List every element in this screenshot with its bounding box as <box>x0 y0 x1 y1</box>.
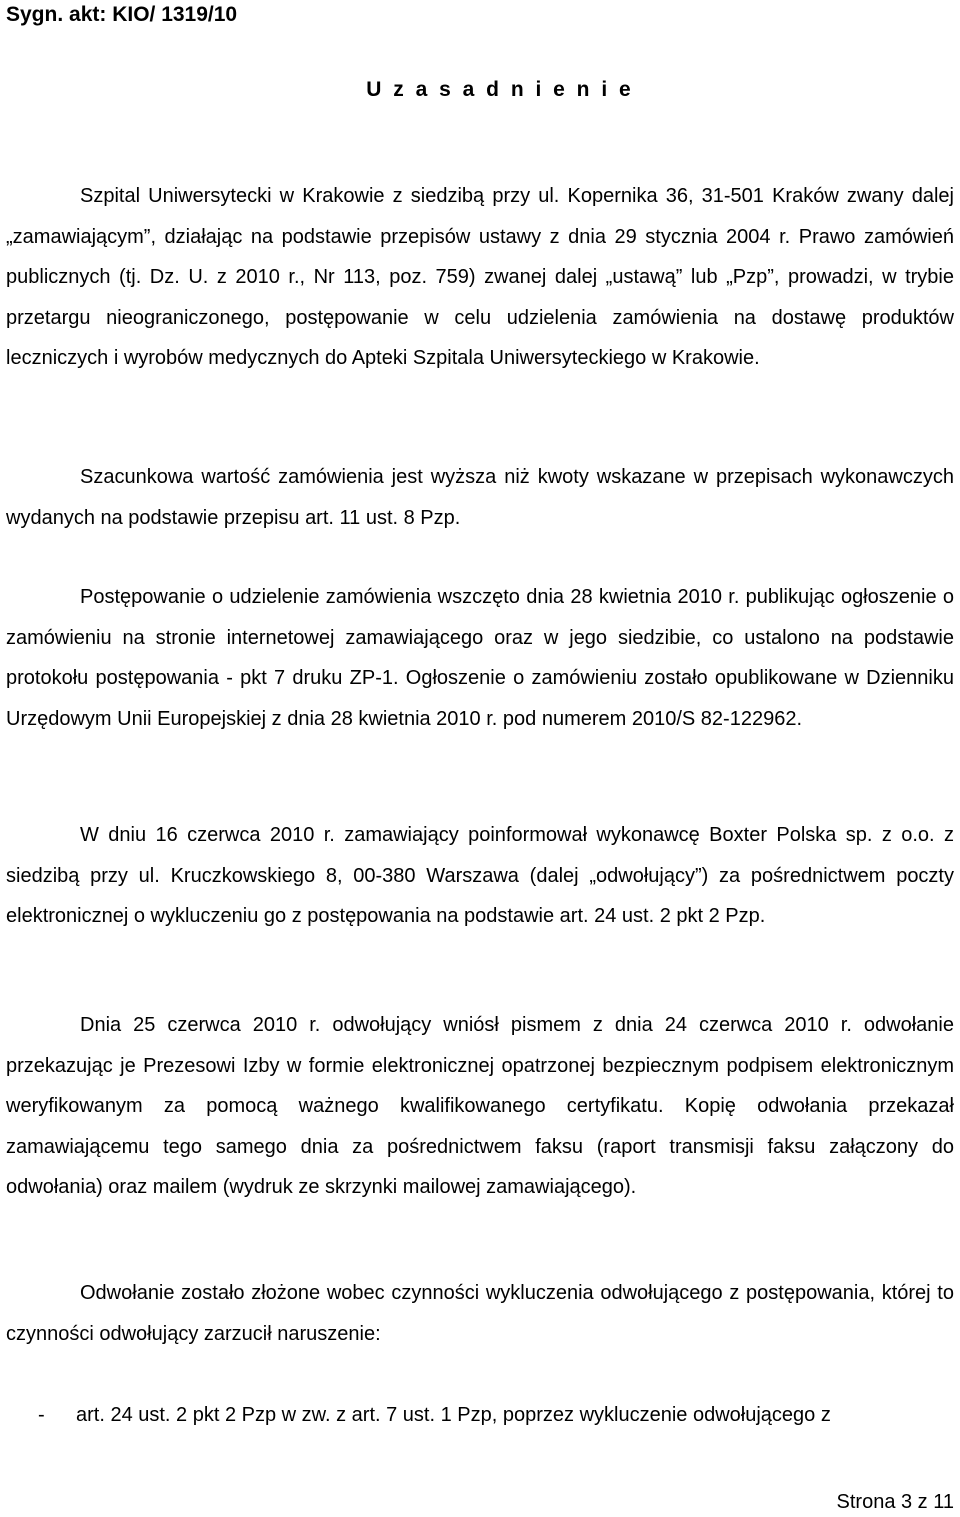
paragraph-allegations: Odwołanie zostało złożone wobec czynności wykluczenia odwołującego z postępowania, której to czynności odwołujący zarzucił naruszenie: <box>6 1282 954 1345</box>
paragraph-notification: W dniu 16 czerwca 2010 r. zamawiający poinformował wykonawcę Boxter Polska sp. z o.o. z siedzibą przy ul. Kruczkowskiego 8, 00-380 Warszawa (dalej „odwołujący”) za pośrednictwem poczty elektronicznej o wykluczeniu go z postępowania na podstawie art. 24 ust. 2 pkt 2 Pzp. <box>6 824 954 927</box>
paragraph-appeal: Dnia 25 czerwca 2010 r. odwołujący wniósł pismem z dnia 24 czerwca 2010 r. odwołanie przekazując je Prezesowi Izby w formie elektronicznej opatrzonej bezpiecznym podpisem elektronicznym weryfikowanym za pomocą ważnego kwalifikowanego certyfikatu. Kopię odwołania przekazał zamawiającemu tego samego dnia za pośrednictwem faksu (raport transmisji faksu załączony do odwołania) oraz mailem (wydruk ze skrzynki mailowej zamawiającego). <box>6 1014 954 1198</box>
list-item: art. 24 ust. 2 pkt 2 Pzp w zw. z art. 7 ust. 1 Pzp, poprzez wykluczenie odwołującego z <box>76 1404 831 1426</box>
list-item-marker: - <box>38 1404 45 1426</box>
paragraph-procedure: Postępowanie o udzielenie zamówienia wszczęto dnia 28 kwietnia 2010 r. publikując ogłoszenie o zamówieniu na stronie internetowej zamawiającego oraz w jego siedzibie, co ustalono na podstawie protokołu postępowania - pkt 7 druku ZP-1. Ogłoszenie o zamówieniu zostało opublikowane w Dzienniku Urzędowym Unii Europejskiej z dnia 28 kwietnia 2010 r. pod numerem 2010/S 82-122962. <box>6 586 954 730</box>
page-number: Strona 3 z 11 <box>836 1491 954 1513</box>
case-signature: Sygn. akt: KIO/ 1319/10 <box>6 3 238 26</box>
document-title: U z a s a d n i e n i e <box>366 78 634 101</box>
paragraph-value: Szacunkowa wartość zamówienia jest wyższa niż kwoty wskazane w przepisach wykonawczych wydanych na podstawie przepisu art. 11 ust. 8 Pzp. <box>6 466 954 529</box>
paragraph-intro: Szpital Uniwersytecki w Krakowie z siedzibą przy ul. Kopernika 36, 31-501 Kraków zwany dalej „zamawiającym”, działając na podstawie przepisów ustawy z dnia 29 stycznia 2004 r. Prawo zamówień publicznych (tj. Dz. U. z 2010 r., Nr 113, poz. 759) zwanej dalej „ustawą” lub „Pzp”, prowadzi, w trybie przetargu nieograniczonego, postępowanie w celu udzielenia zamówienia na dostawę produktów leczniczych i wyrobów medycznych do Apteki Szpitala Uniwersyteckiego w Krakowie. <box>6 185 954 369</box>
